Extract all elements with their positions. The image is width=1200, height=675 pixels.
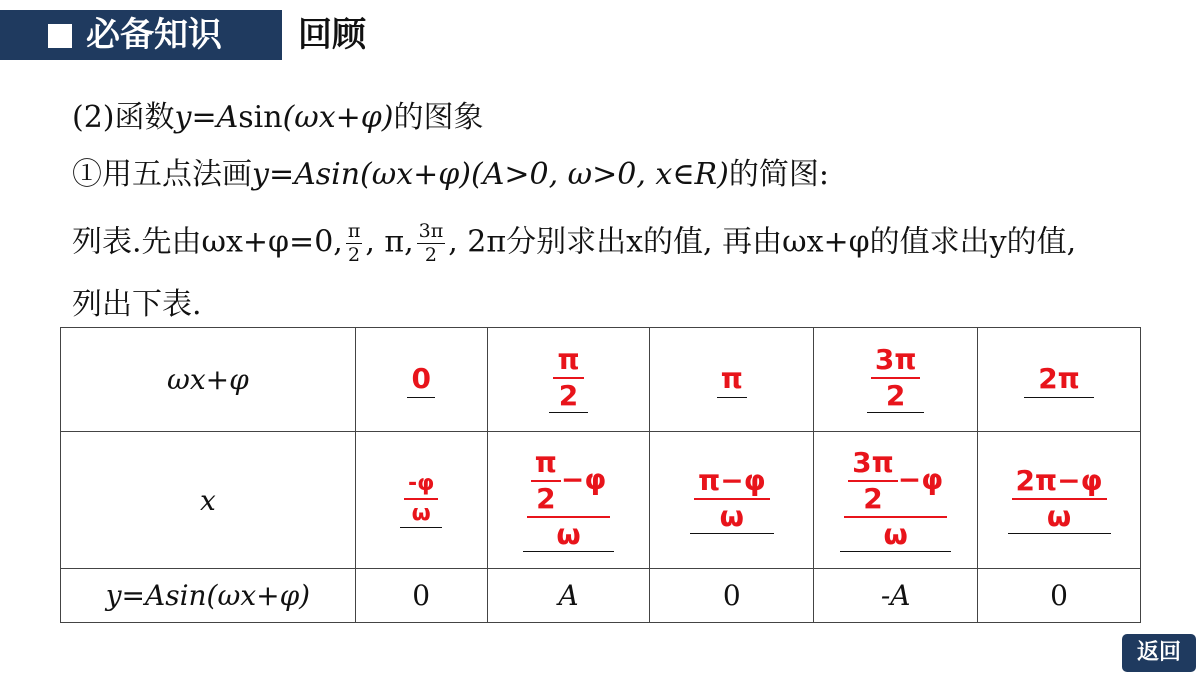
answer-fraction <box>844 445 947 551</box>
answer-cell <box>978 432 1141 569</box>
fraction-3pi-over-2 <box>417 222 446 265</box>
five-point-table <box>60 327 1141 623</box>
math-func: sin <box>238 100 283 135</box>
table-row <box>61 569 1141 623</box>
answer-blank <box>1008 463 1111 534</box>
nested-fraction <box>531 445 561 515</box>
fraction-denominator: ω <box>719 499 744 533</box>
answer-fraction <box>871 343 921 412</box>
square-bullet-icon <box>48 24 72 48</box>
fraction-denominator: ω <box>1046 499 1072 533</box>
fraction-denominator: 2 <box>424 244 437 266</box>
fraction-numerator <box>844 445 947 518</box>
text-segment: , 2π分别求出x的值, 再由ωx+φ的值求出y的值, <box>448 224 1077 260</box>
answer-blank <box>549 343 587 413</box>
fraction-denominator: 2 <box>536 481 556 515</box>
cell-value: -A <box>880 579 911 612</box>
text-segment: 的图象 <box>393 100 484 135</box>
fraction-denominator: 2 <box>558 379 579 412</box>
answer-blank <box>717 362 747 398</box>
content-line-3 <box>72 222 1076 265</box>
fraction-numerator: π <box>347 220 361 242</box>
answer-blank <box>523 445 615 552</box>
content-line-1 <box>72 98 484 138</box>
value-cell <box>814 569 978 623</box>
row-label-text: y=Asin(ωx+φ) <box>105 579 311 612</box>
fraction-numerator: 3π <box>418 220 444 242</box>
text-segment: , π, <box>365 224 414 260</box>
section-title: 必备知识 <box>86 15 222 55</box>
row-label-text: x <box>200 483 216 517</box>
value-cell <box>978 569 1141 623</box>
fraction-denominator: 2 <box>885 379 906 412</box>
value-cell <box>487 569 650 623</box>
text-segment: 列表.先由ωx+φ=0, <box>72 224 343 260</box>
answer-cell <box>650 432 814 569</box>
fraction-numerator: π <box>553 346 583 379</box>
fraction-numerator: 3π <box>871 346 921 379</box>
answer-cell <box>978 328 1141 432</box>
math-var: A <box>216 100 239 135</box>
section-subtitle: 回顾 <box>298 15 366 55</box>
fraction-numerator: -φ <box>404 473 438 500</box>
answer-fraction <box>404 470 438 526</box>
cell-value: 0 <box>1050 579 1068 612</box>
back-button[interactable]: 返回 <box>1122 634 1196 672</box>
fraction-numerator: 3π <box>848 449 898 482</box>
answer-fraction <box>1012 463 1107 533</box>
answer-blank <box>867 343 925 413</box>
answer-cell <box>355 432 487 569</box>
math-op: = <box>191 100 217 135</box>
cell-value: 0 <box>412 579 431 612</box>
value-cell <box>650 569 814 623</box>
text-segment: (2)函数 <box>72 100 175 135</box>
answer-cell <box>487 432 650 569</box>
content-line-2 <box>72 155 829 195</box>
answer-blank <box>400 470 442 528</box>
answer-value: 2π <box>1038 361 1080 395</box>
answer-blank <box>690 463 774 534</box>
math-var: y <box>174 100 192 135</box>
math-condition: (A>0, ω>0, x∈R) <box>471 157 729 192</box>
answer-value: 0 <box>411 361 431 395</box>
answer-cell <box>814 328 978 432</box>
row-label <box>61 432 356 569</box>
value-cell <box>355 569 487 623</box>
answer-fraction <box>553 343 583 412</box>
fraction-numerator: π−φ <box>694 467 770 500</box>
fraction-denominator: 2 <box>348 244 361 266</box>
nested-fraction <box>848 445 898 515</box>
answer-fraction <box>527 445 611 551</box>
cell-value: 0 <box>722 579 741 612</box>
cell-value: A <box>558 579 579 612</box>
fraction-denominator: ω <box>883 517 908 551</box>
fraction-denominator: 2 <box>863 481 883 515</box>
answer-value: π <box>720 361 743 395</box>
answer-blank <box>840 445 951 552</box>
answer-cell <box>355 328 487 432</box>
answer-cell <box>650 328 814 432</box>
row-label-text: ωx+φ <box>167 363 249 396</box>
fraction-denominator: ω <box>556 517 581 551</box>
answer-cell <box>487 328 650 432</box>
math-expr: (ωx+φ) <box>282 100 394 135</box>
fraction-numerator <box>527 445 611 518</box>
math-term: −φ <box>897 462 944 496</box>
fraction-numerator: π <box>531 449 561 482</box>
answer-cell <box>814 432 978 569</box>
text-segment: ①用五点法画 <box>72 157 252 192</box>
fraction-numerator: 2π−φ <box>1012 467 1107 500</box>
answer-fraction <box>694 463 770 533</box>
fraction-pi-over-2 <box>346 222 363 265</box>
row-label <box>61 328 356 432</box>
row-label <box>61 569 356 623</box>
text-segment: 的简图: <box>728 157 829 192</box>
answer-blank <box>407 362 434 398</box>
answer-blank <box>1024 362 1094 398</box>
math-term: −φ <box>560 462 607 496</box>
content-line-4: 列出下表. <box>72 287 202 322</box>
table-row <box>61 432 1141 569</box>
math-expr: y=Asin(ωx+φ) <box>252 157 471 192</box>
fraction-denominator: ω <box>411 500 431 526</box>
table-row <box>61 328 1141 432</box>
